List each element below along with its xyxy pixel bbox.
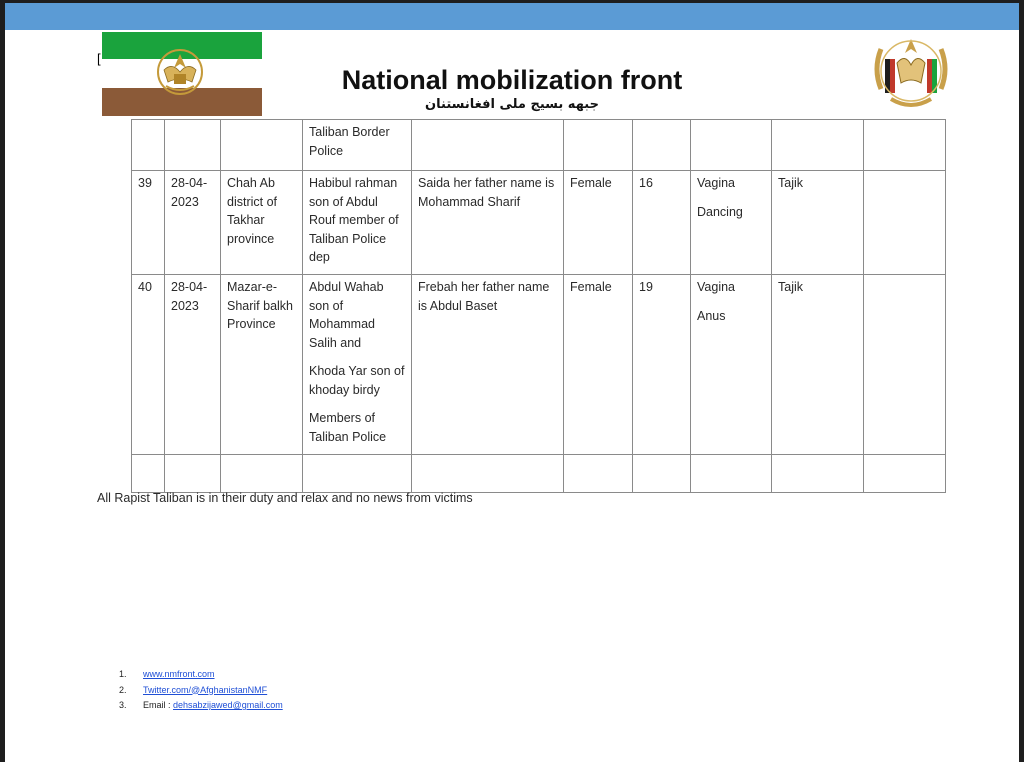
cell-ethnicity	[772, 455, 864, 493]
reference-number: 2.	[119, 684, 127, 695]
cell-location	[221, 120, 303, 171]
cell-perpetrator	[303, 455, 412, 493]
cell-location: Mazar-e-Sharif balkh Province	[221, 275, 303, 455]
cell-date	[165, 120, 221, 171]
cell-no	[132, 120, 165, 171]
cell-no	[132, 455, 165, 493]
cell-victim: Saida her father name is Mohammad Sharif	[412, 171, 564, 275]
cell-type	[691, 120, 772, 171]
cell-date: 28-04-2023	[165, 275, 221, 455]
cell-type	[691, 275, 772, 455]
type-text: Anus	[697, 308, 726, 323]
document-top-bar	[5, 3, 1019, 30]
perpetrator-text: Khoda Yar son of khoday birdy	[309, 364, 405, 397]
perpetrator-text: Members of Taliban Police	[309, 411, 387, 444]
cell-type	[691, 171, 772, 275]
cell-gender	[564, 455, 633, 493]
references-list	[97, 667, 283, 714]
cell-victim	[412, 455, 564, 493]
cell-type	[691, 455, 772, 493]
cell-no: 40	[132, 275, 165, 455]
cell-perpetrator	[303, 275, 412, 455]
email-prefix: Email :	[143, 700, 174, 710]
cell-extra	[864, 455, 946, 493]
type-text: Vagina	[697, 176, 735, 190]
perpetrator-text: Abdul Wahab son of Mohammad Salih and	[309, 280, 384, 350]
cell-ethnicity: Tajik	[772, 275, 864, 455]
cell-no: 39	[132, 171, 165, 275]
page-subtitle: جبهه بسیج ملی افغانستنان	[425, 97, 599, 112]
reference-number: 1.	[119, 669, 127, 679]
cell-gender: Female	[564, 275, 633, 455]
cell-age	[633, 120, 691, 171]
cell-gender: Female	[564, 171, 633, 275]
reference-item	[97, 698, 283, 714]
cell-victim	[412, 120, 564, 171]
type-text: Dancing	[697, 204, 743, 219]
type-text: Vagina	[697, 280, 735, 294]
table-row	[132, 120, 946, 171]
table-row	[132, 171, 946, 275]
footer-note: All Rapist Taliban is in their duty and relax and no news from victims	[97, 491, 473, 505]
cell-age: 19	[633, 275, 691, 455]
cell-extra	[864, 275, 946, 455]
cell-ethnicity	[772, 120, 864, 171]
cell-perpetrator	[303, 171, 412, 275]
cell-age	[633, 455, 691, 493]
website-link[interactable]: www.nmfront.com	[143, 669, 215, 679]
email-link[interactable]: dehsabzijawed@gmail.com	[173, 700, 283, 710]
reference-number: 3.	[119, 700, 127, 710]
table-row	[132, 275, 946, 455]
cell-victim: Frebah her father name is Abdul Baset	[412, 275, 564, 455]
cell-ethnicity: Tajik	[772, 171, 864, 275]
cell-gender	[564, 120, 633, 171]
cell-extra	[864, 120, 946, 171]
cell-extra	[864, 171, 946, 275]
page-title: National mobilization front	[341, 65, 683, 95]
perpetrator-text: Taliban Border Police	[309, 125, 390, 158]
perpetrator-text: Habibul rahman son of Abdul Rouf member of Taliban Police dep	[309, 176, 399, 264]
cell-perpetrator	[303, 120, 412, 171]
cell-date: 28-04-2023	[165, 171, 221, 275]
reference-item	[97, 683, 283, 699]
table-row	[132, 455, 946, 493]
cell-age: 16	[633, 171, 691, 275]
cell-date	[165, 455, 221, 493]
twitter-link[interactable]: Twitter.com/@AfghanistanNMF	[143, 684, 268, 695]
cell-location: Chah Ab district of Takhar province	[221, 171, 303, 275]
bracket-mark: [	[97, 51, 101, 66]
document-page	[5, 3, 1019, 762]
cell-location	[221, 455, 303, 493]
reference-item	[97, 667, 283, 683]
records-table	[131, 119, 946, 493]
